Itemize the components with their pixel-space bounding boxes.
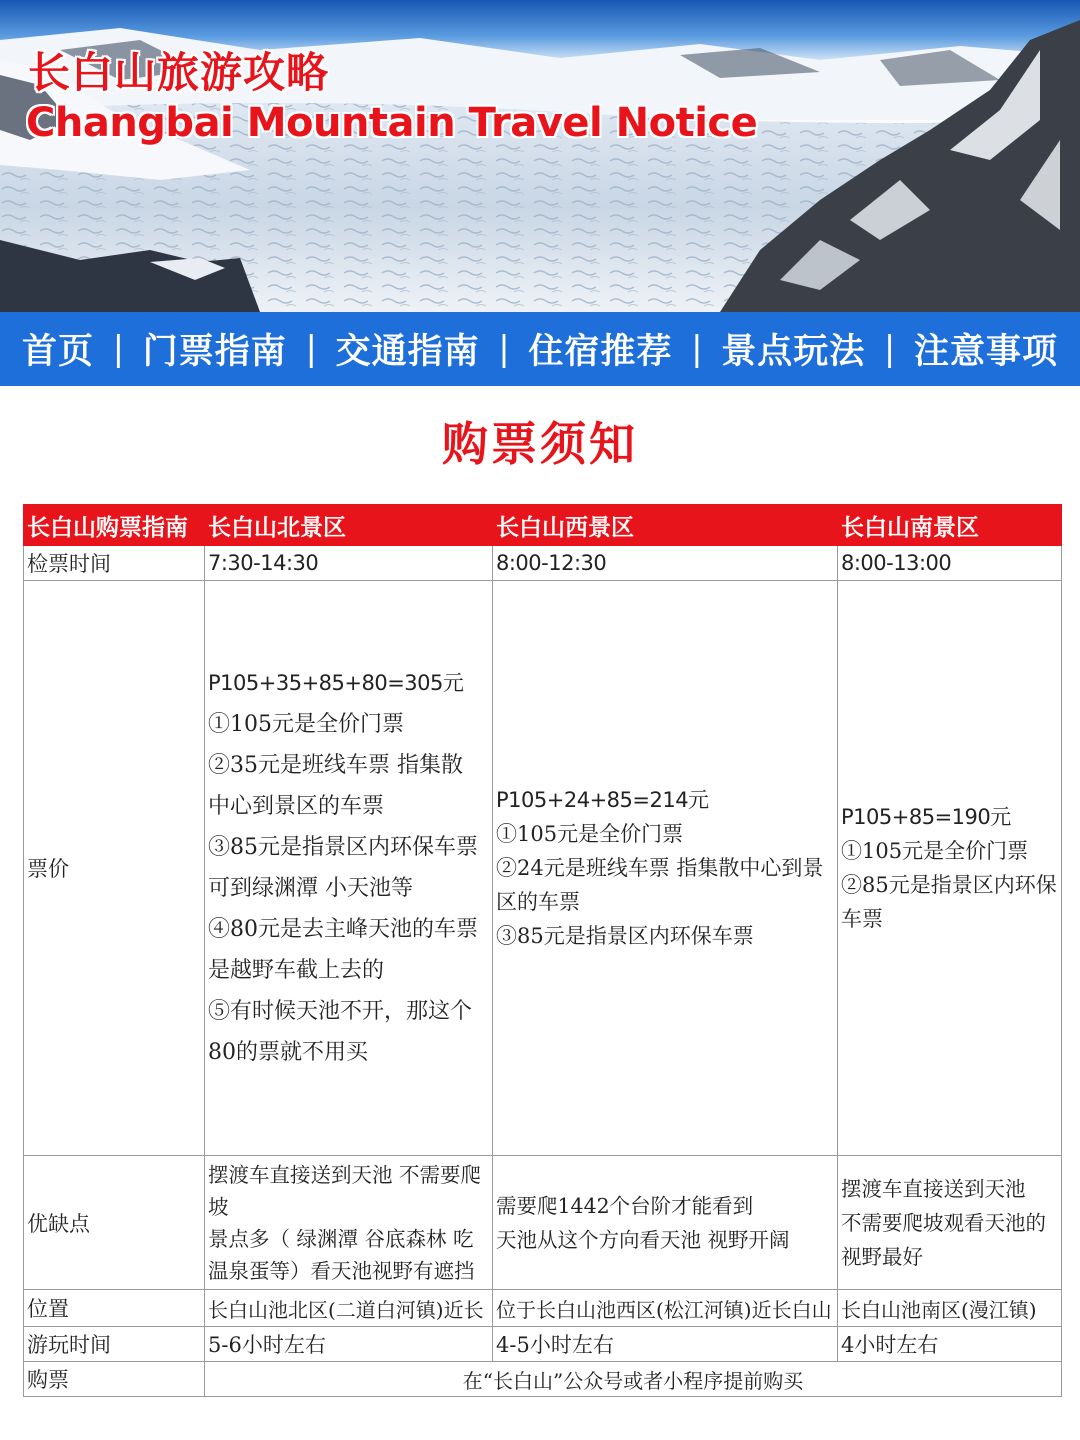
price-south — [841, 800, 1058, 936]
price-line: 区的车票 — [496, 890, 580, 914]
nav-item-attractions[interactable]: 景点玩法 — [721, 332, 866, 372]
cell-north: 5-6小时左右 — [205, 1327, 493, 1362]
table-header-row — [24, 505, 1062, 546]
price-north — [208, 663, 489, 1073]
nav-item-tickets[interactable]: 门票指南 — [142, 332, 287, 372]
row-label: 位置 — [24, 1290, 205, 1327]
pros-west — [496, 1189, 834, 1257]
price-line: ②35元是班线车票 指集散 — [208, 753, 463, 778]
price-line: ①105元是全价门票 — [496, 822, 684, 846]
price-line: 中心到景区的车票 — [208, 794, 385, 819]
table-row-purchase — [24, 1362, 1062, 1397]
price-line: ②85元是指景区内环保 — [841, 873, 1057, 897]
price-line: 可到绿渊潭 小天池等 — [208, 876, 413, 901]
cell-west: 8:00-12:30 — [493, 546, 838, 581]
nav-separator: | — [691, 329, 703, 369]
table-row-check-time — [24, 546, 1062, 581]
cell-west: 4-5小时左右 — [493, 1327, 838, 1362]
cell-north — [205, 581, 493, 1156]
cell-south — [838, 581, 1062, 1156]
header-north: 长白山北景区 — [205, 505, 493, 546]
row-label: 优缺点 — [24, 1156, 205, 1290]
header-west: 长白山西景区 — [493, 505, 838, 546]
cell-west — [493, 581, 838, 1156]
cell-south: 8:00-13:00 — [838, 546, 1062, 581]
pros-line: 不需要爬坡观看天池的 — [841, 1210, 1046, 1235]
hero-banner — [0, 0, 1080, 312]
section-title: 购票须知 — [442, 417, 638, 471]
nav-separator: | — [112, 329, 125, 369]
price-line: ③85元是指景区内环保车票 — [496, 924, 754, 948]
price-line: ①105元是全价门票 — [841, 839, 1029, 863]
cell-north: 长白山池北区(二道白河镇)近长 — [205, 1290, 493, 1327]
purchase-instructions: 在“长白山”公众号或者小程序提前购买 — [205, 1362, 1062, 1397]
table-row-pros-cons — [24, 1156, 1062, 1290]
price-formula: P105+85=190元 — [841, 805, 1011, 829]
price-west — [496, 783, 834, 953]
cell-west: 位于长白山池西区(松江河镇)近长白山 — [493, 1290, 838, 1327]
price-line: ②24元是班线车票 指集散中心到景 — [496, 856, 824, 880]
price-line: ①105元是全价门票 — [208, 712, 404, 737]
table-row-price — [24, 581, 1062, 1156]
hero-title-english: Changbai Mountain Travel Notice — [26, 100, 758, 146]
pros-line: 天池从这个方向看天池 视野开阔 — [496, 1227, 790, 1252]
row-label: 票价 — [24, 581, 205, 1156]
price-line: 80的票就不用买 — [208, 1040, 368, 1065]
cell-south: 4小时左右 — [838, 1327, 1062, 1362]
pros-south — [841, 1172, 1058, 1274]
table-row-location — [24, 1290, 1062, 1327]
pros-line: 摆渡车直接送到天池 — [841, 1176, 1026, 1201]
row-label: 游玩时间 — [24, 1327, 205, 1362]
price-line: 是越野车截上去的 — [208, 958, 385, 983]
pros-line: 坡 — [208, 1194, 229, 1219]
cell-north — [205, 1156, 493, 1290]
pros-line: 需要爬1442个台阶才能看到 — [496, 1193, 754, 1218]
table-row-duration — [24, 1327, 1062, 1362]
pros-line: 摆渡车直接送到天池 不需要爬 — [208, 1162, 482, 1187]
nav-item-lodging[interactable]: 住宿推荐 — [528, 332, 673, 372]
pros-line: 温泉蛋等）看天池视野有遮挡 — [208, 1258, 475, 1283]
nav-item-transport[interactable]: 交通指南 — [335, 332, 480, 372]
hero-title-chinese: 长白山旅游攻略 — [28, 48, 330, 97]
nav-item-home[interactable]: 首页 — [22, 332, 95, 372]
pros-north — [208, 1159, 489, 1287]
cell-south: 长白山池南区(漫江镇) — [838, 1290, 1062, 1327]
price-line: ④80元是去主峰天池的车票 — [208, 917, 478, 942]
price-line: ③85元是指景区内环保车票 — [208, 835, 478, 860]
ticket-guide-table — [23, 504, 1062, 1397]
pros-line: 景点多（ 绿渊潭 谷底森林 吃 — [208, 1226, 474, 1251]
header-south: 长白山南景区 — [838, 505, 1062, 546]
cell-south — [838, 1156, 1062, 1290]
cell-north: 7:30-14:30 — [205, 546, 493, 581]
price-formula: P105+24+85=214元 — [496, 788, 709, 812]
row-label: 购票 — [24, 1362, 205, 1397]
row-label: 检票时间 — [24, 546, 205, 581]
price-line: ⑤有时候天池不开，那这个 — [208, 999, 473, 1024]
price-line: 车票 — [841, 907, 883, 931]
top-navigation — [0, 312, 1080, 386]
cell-west — [493, 1156, 838, 1290]
pros-line: 视野最好 — [841, 1244, 923, 1269]
nav-separator: | — [883, 329, 896, 369]
nav-item-notices[interactable]: 注意事项 — [913, 332, 1058, 372]
nav-separator: | — [498, 329, 510, 369]
nav-separator: | — [305, 329, 317, 369]
price-formula: P105+35+85+80=305元 — [208, 671, 464, 695]
header-guide: 长白山购票指南 — [24, 505, 205, 546]
